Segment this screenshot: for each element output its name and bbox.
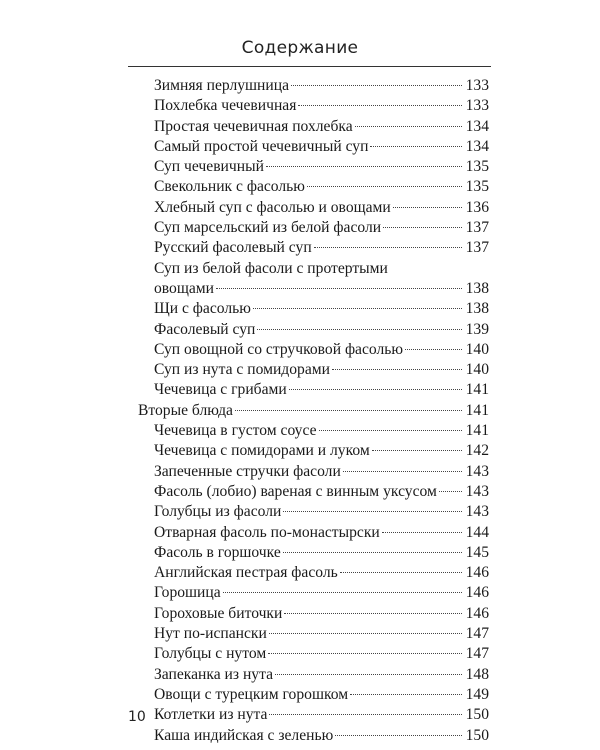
dot-leader [284, 613, 462, 614]
dot-leader [332, 369, 462, 370]
toc-entry [138, 340, 489, 360]
toc-entry [138, 563, 489, 583]
toc-entry-page: 140 [465, 340, 489, 358]
dot-leader [298, 105, 462, 106]
toc-entry [138, 320, 489, 340]
toc-entry-page: 143 [465, 503, 489, 521]
toc-entry [138, 299, 489, 319]
toc-entry-page: 138 [465, 300, 489, 318]
toc-entry-title: Фасоль в горшочке [154, 543, 281, 561]
toc-entry [138, 218, 489, 238]
toc-entry-title: Суп из белой фасоли с протертыми [154, 259, 388, 277]
dot-leader [405, 349, 462, 350]
toc-entry [138, 441, 489, 461]
toc-entry-page: 133 [465, 77, 489, 94]
dot-leader [355, 126, 462, 127]
dot-leader [289, 389, 462, 390]
toc-entry-page: 143 [465, 482, 489, 500]
dot-leader [393, 207, 462, 208]
toc-entry [138, 259, 489, 300]
dot-leader [235, 410, 462, 411]
toc-entry-page: 133 [465, 97, 489, 115]
toc-entry-page: 143 [465, 462, 489, 480]
toc-entry [138, 137, 489, 157]
toc-entry [138, 96, 489, 116]
dot-leader [370, 146, 462, 147]
toc-entry-title: Свекольник с фасолью [154, 178, 305, 196]
toc-entry-title: Щи с фасолью [154, 300, 251, 318]
toc-entry-page: 134 [465, 117, 489, 135]
dot-leader [319, 430, 462, 431]
dot-leader [275, 674, 462, 675]
toc-entry-title: Чечевица с грибами [154, 381, 287, 399]
toc-entry [138, 421, 489, 441]
toc-entry-page: 137 [465, 219, 489, 237]
toc-entry [138, 624, 489, 644]
toc-entry [138, 462, 489, 482]
toc-entry [138, 198, 489, 218]
toc-entry-page: 145 [465, 543, 489, 561]
dot-leader [335, 735, 462, 736]
toc-entry-page: 147 [465, 625, 489, 643]
toc-entry-title: Голубцы из фасоли [154, 503, 282, 521]
toc-entry-title: Овощи с турецким горошком [154, 685, 349, 703]
dot-leader [343, 471, 462, 472]
dot-leader [266, 166, 462, 167]
toc-entry [138, 76, 489, 96]
dot-leader [382, 532, 462, 533]
toc-entry [138, 523, 489, 543]
toc-entry-page: 146 [465, 604, 489, 622]
toc-entry [138, 380, 489, 400]
dot-leader [283, 552, 462, 553]
dot-leader [269, 633, 462, 634]
toc-entry-page: 139 [465, 320, 489, 338]
toc-entry-page: 141 [465, 422, 489, 440]
toc-entry-page: 146 [465, 564, 489, 582]
toc-entry-page: 140 [465, 361, 489, 379]
toc-entry [138, 502, 489, 522]
toc-entry-title: Русский фасолевый суп [154, 239, 312, 257]
toc-entry-title: Зимняя перлушница [154, 77, 290, 94]
header-divider [128, 66, 491, 67]
toc-entry-page: 142 [465, 442, 489, 460]
dot-leader [216, 288, 462, 289]
dot-leader [253, 308, 462, 309]
dot-leader [268, 653, 462, 654]
toc-section-heading [138, 401, 489, 421]
toc-entry-page: 138 [465, 279, 489, 297]
toc-entry [138, 604, 489, 624]
dot-leader [383, 227, 462, 228]
toc-entry-page: 147 [465, 645, 489, 663]
toc-entry-page: 136 [465, 198, 489, 216]
toc-entry-page: 150 [465, 726, 489, 744]
toc-entry [138, 583, 489, 603]
table-of-contents [138, 76, 489, 746]
page-number: 10 [128, 709, 146, 725]
dot-leader [372, 450, 462, 451]
dot-leader [340, 572, 462, 573]
toc-entry-title: Суп овощной со стручковой фасолью [154, 340, 404, 358]
toc-entry [138, 482, 489, 502]
dot-leader [269, 714, 462, 715]
toc-entry-title: Запеченные стручки фасоли [154, 462, 341, 480]
toc-entry [138, 238, 489, 258]
toc-entry-page: 137 [465, 239, 489, 257]
toc-entry [138, 665, 489, 685]
dot-leader [257, 329, 462, 330]
toc-entry-title: Голубцы с нутом [154, 645, 267, 663]
toc-entry-title: Каша индийская с зеленью [154, 726, 334, 744]
toc-entry-page: 135 [465, 158, 489, 176]
toc-entry [138, 360, 489, 380]
dot-leader [307, 186, 462, 187]
toc-entry-title: Горошица [154, 584, 221, 602]
toc-entry-page: 144 [465, 523, 489, 541]
dot-leader [283, 511, 462, 512]
toc-entry-title: Суп из нута с помидорами [154, 361, 330, 379]
toc-entry-page: 141 [465, 401, 489, 419]
dot-leader [314, 247, 462, 248]
toc-entry-title-continued: овощами [154, 279, 214, 297]
toc-entry-title: Фасолевый суп [154, 320, 256, 338]
dot-leader [439, 491, 462, 492]
toc-entry-title: Отварная фасоль по-монастырски [154, 523, 380, 541]
toc-entry-title: Нут по-испански [154, 625, 267, 643]
toc-entry-title: Хлебный суп с фасолью и овощами [154, 198, 391, 216]
toc-entry [138, 644, 489, 664]
dot-leader [291, 85, 462, 86]
toc-entry [138, 726, 489, 746]
toc-entry-title: Суп чечевичный [154, 158, 264, 176]
toc-entry [138, 117, 489, 137]
toc-entry-page: 141 [465, 381, 489, 399]
toc-entry-title: Запеканка из нута [154, 665, 274, 683]
dot-leader [223, 592, 462, 593]
toc-entry-title: Гороховые биточки [154, 604, 283, 622]
toc-entry-title: Похлебка чечевичная [154, 97, 297, 115]
toc-entry-page: 134 [465, 137, 489, 155]
toc-entry-title: Суп марсельский из белой фасоли [154, 219, 382, 237]
toc-entry-page: 146 [465, 584, 489, 602]
toc-entry-title: Чечевица с помидорами и луком [154, 442, 370, 460]
toc-entry-page: 135 [465, 178, 489, 196]
toc-entry-page: 150 [465, 706, 489, 724]
toc-entry-title: Котлетки из нута [154, 706, 268, 724]
toc-entry [138, 705, 489, 725]
toc-entry [138, 543, 489, 563]
page-header-title: Содержание [241, 38, 359, 58]
toc-entry-title: Английская пестрая фасоль [154, 564, 338, 582]
toc-entry-title: Простая чечевичная похлебка [154, 117, 353, 135]
toc-entry-page: 148 [465, 665, 489, 683]
toc-entry-title: Фасоль (лобио) вареная с винным уксусом [154, 482, 437, 500]
toc-entry-page: 149 [465, 685, 489, 703]
toc-entry-title: Вторые блюда [138, 401, 233, 419]
dot-leader [350, 694, 462, 695]
toc-entry-title: Самый простой чечевичный суп [154, 137, 369, 155]
toc-entry [138, 177, 489, 197]
toc-entry [138, 685, 489, 705]
toc-entry [138, 157, 489, 177]
toc-entry-title: Чечевица в густом соусе [154, 422, 317, 440]
